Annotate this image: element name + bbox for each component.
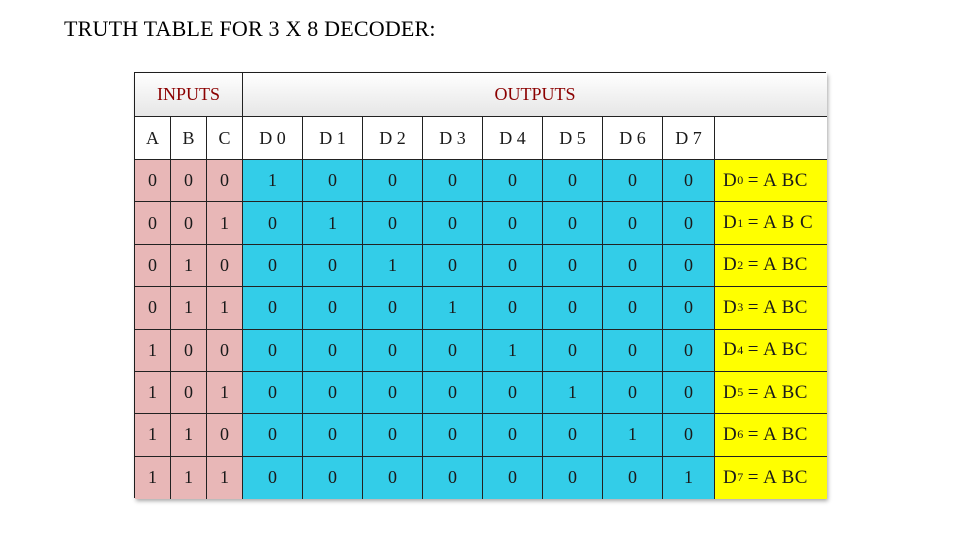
output-cell: 0 <box>243 457 303 499</box>
expression-output-name: D <box>723 212 738 234</box>
output-cell: 0 <box>423 457 483 499</box>
output-cell: 0 <box>363 414 423 456</box>
expression-output-name: D <box>723 169 738 191</box>
output-cell: 1 <box>483 330 543 372</box>
outputs-group-header: OUTPUTS <box>243 73 827 117</box>
output-cell: 0 <box>603 202 663 244</box>
input-cell: 1 <box>171 414 207 456</box>
expression-rhs: = A BC <box>747 254 808 276</box>
page-title: TRUTH TABLE FOR 3 X 8 DECODER: <box>64 16 436 41</box>
column-header: D 1 <box>303 117 363 160</box>
output-cell: 0 <box>603 287 663 329</box>
column-header: D 7 <box>663 117 715 160</box>
expression-output-name: D <box>723 381 738 403</box>
output-expression <box>715 372 827 414</box>
column-header: A <box>135 117 171 160</box>
output-cell: 0 <box>603 457 663 499</box>
column-header: B <box>171 117 207 160</box>
column-header: D 4 <box>483 117 543 160</box>
output-expression <box>715 202 827 244</box>
output-cell: 0 <box>303 160 363 202</box>
output-cell: 0 <box>423 330 483 372</box>
input-cell: 0 <box>207 160 243 202</box>
output-cell: 0 <box>543 414 603 456</box>
output-cell: 0 <box>663 160 715 202</box>
output-cell: 0 <box>363 160 423 202</box>
output-cell: 1 <box>363 245 423 287</box>
input-cell: 0 <box>207 245 243 287</box>
expression-output-name: D <box>723 339 738 361</box>
input-cell: 0 <box>171 372 207 414</box>
output-cell: 0 <box>363 202 423 244</box>
output-expression <box>715 330 827 372</box>
output-expression <box>715 414 827 456</box>
column-header: D 6 <box>603 117 663 160</box>
expression-rhs: = A BC <box>747 381 808 403</box>
output-cell: 0 <box>423 202 483 244</box>
output-cell: 0 <box>543 160 603 202</box>
expression-subscript: 2 <box>737 257 744 272</box>
input-cell: 0 <box>135 160 171 202</box>
output-expression <box>715 287 827 329</box>
output-cell: 0 <box>303 330 363 372</box>
input-cell: 1 <box>135 372 171 414</box>
output-cell: 1 <box>423 287 483 329</box>
output-cell: 0 <box>483 287 543 329</box>
output-cell: 0 <box>243 287 303 329</box>
column-header: D 2 <box>363 117 423 160</box>
output-cell: 0 <box>663 372 715 414</box>
expression-subscript: 7 <box>737 470 744 485</box>
output-cell: 0 <box>543 245 603 287</box>
input-cell: 0 <box>135 202 171 244</box>
output-cell: 0 <box>603 160 663 202</box>
input-cell: 1 <box>171 245 207 287</box>
output-cell: 0 <box>663 330 715 372</box>
output-cell: 0 <box>423 372 483 414</box>
output-cell: 0 <box>303 414 363 456</box>
output-cell: 0 <box>243 414 303 456</box>
output-cell: 0 <box>423 160 483 202</box>
output-cell: 0 <box>243 245 303 287</box>
output-cell: 0 <box>543 330 603 372</box>
output-cell: 0 <box>603 245 663 287</box>
input-cell: 1 <box>207 202 243 244</box>
expression-subscript: 3 <box>737 300 744 315</box>
input-cell: 1 <box>135 414 171 456</box>
input-cell: 1 <box>135 330 171 372</box>
truth-table-grid <box>134 72 826 498</box>
expression-output-name: D <box>723 296 738 318</box>
output-cell: 0 <box>663 414 715 456</box>
output-cell: 1 <box>543 372 603 414</box>
output-cell: 0 <box>363 287 423 329</box>
output-cell: 1 <box>303 202 363 244</box>
input-cell: 1 <box>207 457 243 499</box>
output-cell: 0 <box>243 330 303 372</box>
input-cell: 1 <box>207 287 243 329</box>
inputs-group-header: INPUTS <box>135 73 243 117</box>
output-cell: 0 <box>303 287 363 329</box>
output-cell: 0 <box>423 414 483 456</box>
expression-rhs: = A BC <box>747 296 808 318</box>
output-cell: 0 <box>603 372 663 414</box>
expression-rhs: = A B C <box>747 212 814 234</box>
input-cell: 0 <box>171 202 207 244</box>
output-cell: 0 <box>543 287 603 329</box>
input-cell: 0 <box>171 160 207 202</box>
expression-subscript: 6 <box>737 427 744 442</box>
output-cell: 0 <box>363 330 423 372</box>
column-header: D 5 <box>543 117 603 160</box>
output-cell: 0 <box>243 372 303 414</box>
output-cell: 0 <box>543 457 603 499</box>
expression-subscript: 0 <box>737 173 744 188</box>
input-cell: 1 <box>207 372 243 414</box>
output-cell: 0 <box>483 202 543 244</box>
output-cell: 0 <box>303 245 363 287</box>
expression-subscript: 4 <box>737 342 744 357</box>
expression-subscript: 1 <box>737 215 744 230</box>
output-cell: 0 <box>483 457 543 499</box>
input-cell: 0 <box>135 287 171 329</box>
output-cell: 0 <box>363 372 423 414</box>
output-cell: 1 <box>243 160 303 202</box>
output-cell: 0 <box>483 372 543 414</box>
output-expression <box>715 245 827 287</box>
output-cell: 0 <box>663 287 715 329</box>
output-cell: 1 <box>603 414 663 456</box>
output-cell: 0 <box>483 245 543 287</box>
output-expression <box>715 160 827 202</box>
column-header: C <box>207 117 243 160</box>
input-cell: 1 <box>171 287 207 329</box>
output-cell: 0 <box>303 372 363 414</box>
output-cell: 0 <box>303 457 363 499</box>
column-header: D 3 <box>423 117 483 160</box>
output-cell: 1 <box>663 457 715 499</box>
input-cell: 0 <box>207 414 243 456</box>
expression-output-name: D <box>723 254 738 276</box>
expression-rhs: = A BC <box>747 423 808 445</box>
input-cell: 1 <box>171 457 207 499</box>
output-cell: 0 <box>663 245 715 287</box>
input-cell: 1 <box>135 457 171 499</box>
input-cell: 0 <box>207 330 243 372</box>
expression-subscript: 5 <box>737 385 744 400</box>
expression-output-name: D <box>723 466 738 488</box>
truth-table <box>134 72 826 498</box>
output-expression <box>715 457 827 499</box>
output-cell: 0 <box>363 457 423 499</box>
input-cell: 0 <box>171 330 207 372</box>
expression-rhs: = A BC <box>747 339 808 361</box>
column-header: D 0 <box>243 117 303 160</box>
input-cell: 0 <box>135 245 171 287</box>
output-cell: 0 <box>243 202 303 244</box>
expression-rhs: = A BC <box>747 466 808 488</box>
output-cell: 0 <box>543 202 603 244</box>
output-cell: 0 <box>423 245 483 287</box>
output-cell: 0 <box>603 330 663 372</box>
output-cell: 0 <box>663 202 715 244</box>
output-cell: 0 <box>483 160 543 202</box>
expression-rhs: = A BC <box>747 169 808 191</box>
output-cell: 0 <box>483 414 543 456</box>
expression-output-name: D <box>723 423 738 445</box>
column-header-blank <box>715 117 827 160</box>
